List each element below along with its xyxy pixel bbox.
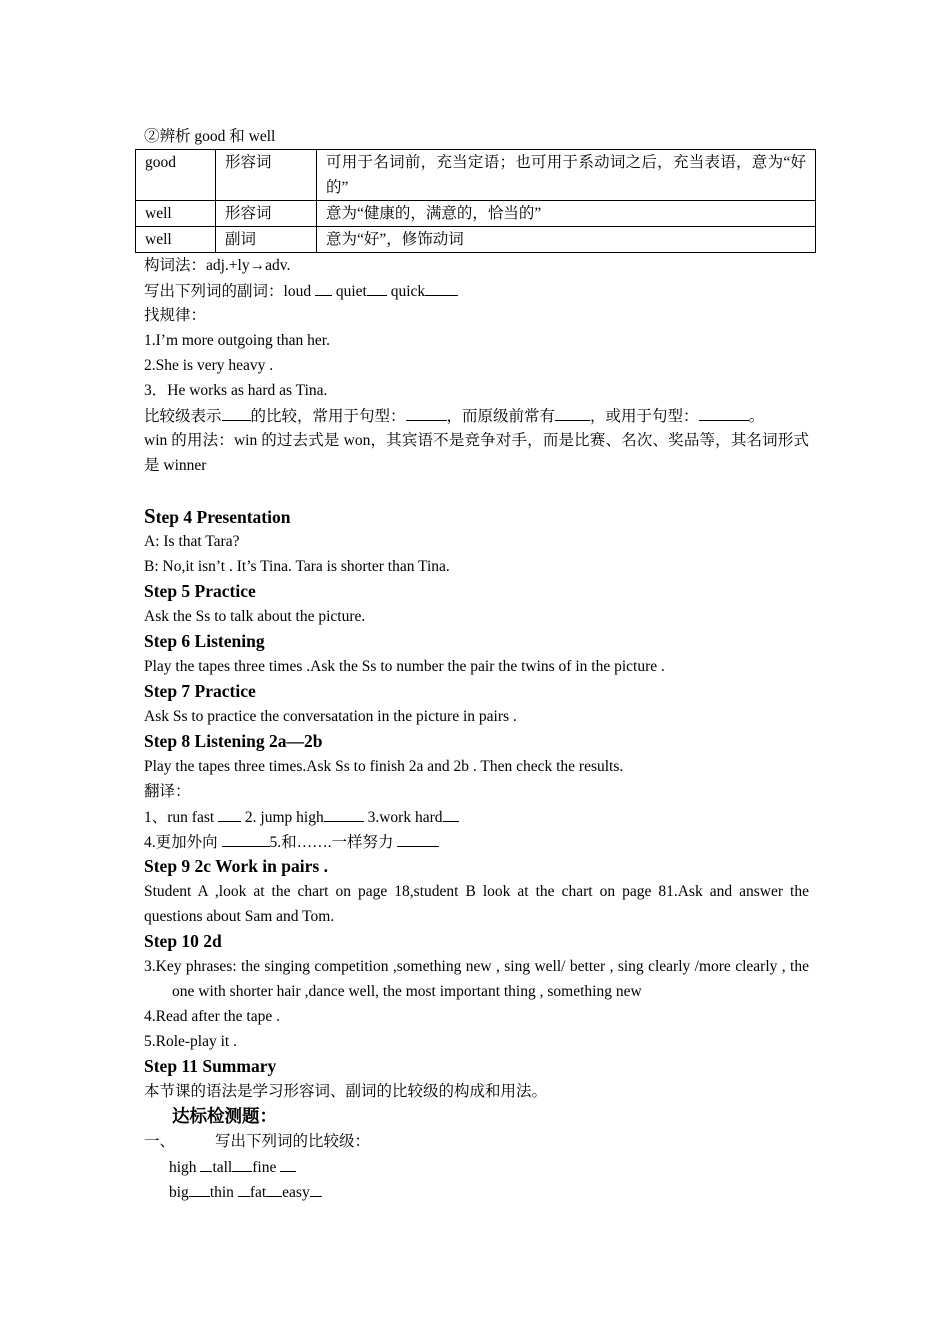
table-row xyxy=(136,227,816,253)
table-cell-meaning: 意为“健康的，满意的，恰当的” xyxy=(317,201,816,227)
comparative-word: easy xyxy=(282,1184,310,1201)
step5-heading: Step 5 Practice xyxy=(144,581,256,601)
translate-item: 5.和…….一样努力 xyxy=(269,834,398,851)
answer-blank[interactable] xyxy=(425,278,458,296)
answer-blank[interactable] xyxy=(222,829,270,847)
answer-blank[interactable] xyxy=(315,278,332,296)
compare-rule-text: ，而原级前常有 xyxy=(446,408,556,425)
answer-blank[interactable] xyxy=(699,403,749,421)
answer-blank[interactable] xyxy=(280,1154,296,1172)
compare-rule-text: ，或用于句型： xyxy=(590,408,699,425)
adverb-word: quiet xyxy=(335,283,367,300)
good-well-table xyxy=(135,149,816,253)
step7-heading: Step 7 Practice xyxy=(144,681,256,701)
step11-body: 本节课的语法是学习形容词、副词的比较级的构成和用法。 xyxy=(144,1083,548,1100)
step7-body: Ask Ss to practice the conversatation in the picture in pairs . xyxy=(144,708,517,725)
step5-body: Ask the Ss to talk about the picture. xyxy=(144,608,366,625)
comparative-word: fat xyxy=(249,1184,267,1201)
table-row xyxy=(136,150,816,201)
distinguish-title: ②辨析 good 和 well xyxy=(144,128,276,145)
example-sentence: 3．He works as hard as Tina. xyxy=(144,382,328,399)
translate-item: 4.更加外向 xyxy=(144,834,222,851)
table-cell-pos: 形容词 xyxy=(216,201,317,227)
comparative-word: tall xyxy=(212,1159,233,1176)
step9-heading: Step 9 2c Work in pairs . xyxy=(144,856,328,876)
translate-item: 2. jump high xyxy=(241,809,324,826)
translate-label: 翻译： xyxy=(144,783,191,800)
table-cell-meaning: 可用于名词前，充当定语；也可用于系动词之后，充当表语，意为“好的” xyxy=(317,150,816,201)
table-cell-pos: 形容词 xyxy=(216,150,317,201)
answer-blank[interactable] xyxy=(222,403,251,421)
step6-heading: Step 6 Listening xyxy=(144,631,265,651)
example-sentence: 1.I’m more outgoing than her. xyxy=(144,332,330,349)
translate-item: 1、run fast xyxy=(144,809,219,826)
word-formation: 构词法：adj.+ly→adv. xyxy=(144,257,291,274)
compare-rule-text: 。 xyxy=(748,408,765,425)
step10-item: 3.Key phrases: the singing competition ,something new , sing well/ better , sing clearly /more clearly , the one with shorter hair ,dance well, the most important thing , something new xyxy=(144,958,809,1000)
question-text: 写出下列词的比较级： xyxy=(215,1133,371,1150)
step8-body: Play the tapes three times.Ask Ss to finish 2a and 2b . Then check the results. xyxy=(144,758,624,775)
dialogue-line: B: No,it isn’t . It’s Tina. Tara is shorter than Tina. xyxy=(144,558,450,575)
dialogue-line: A: Is that Tara? xyxy=(144,533,240,550)
step10-heading: Step 10 2d xyxy=(144,931,222,951)
answer-blank[interactable] xyxy=(232,1154,252,1172)
table-cell-pos: 副词 xyxy=(216,227,317,253)
document-content xyxy=(144,124,809,1204)
table-cell-word: good xyxy=(136,150,216,201)
adverb-task-prefix: 写出下列词的副词： xyxy=(144,283,284,300)
step8-heading: Step 8 Listening 2a—2b xyxy=(144,731,323,751)
table-row xyxy=(136,201,816,227)
answer-blank[interactable] xyxy=(367,278,387,296)
step9-body: Student A ,look at the chart on page 18,student B look at the chart on page 81.Ask and answer the questions about Sam and Tom. xyxy=(144,883,809,925)
compare-rule-text: 比较级表示 xyxy=(144,408,222,425)
win-usage: win 的用法：win 的过去式是 won，其宾语不是竞争对手，而是比赛、名次、奖品等，其名词形式是 winner xyxy=(144,432,809,474)
translate-item: 3.work hard xyxy=(363,809,443,826)
translate-row xyxy=(144,829,809,854)
answer-blank[interactable] xyxy=(406,403,447,421)
answer-blank[interactable] xyxy=(443,804,459,822)
answer-blank[interactable] xyxy=(189,1179,210,1197)
translate-row xyxy=(144,804,809,829)
question-number: 一、 xyxy=(144,1133,176,1150)
answer-blank[interactable] xyxy=(555,403,590,421)
find-rule-label: 找规律： xyxy=(144,307,207,324)
step6-body: Play the tapes three times .Ask the Ss to number the pair the twins of in the picture . xyxy=(144,658,665,675)
answer-blank[interactable] xyxy=(200,1154,212,1172)
step10-item: 4.Read after the tape . xyxy=(144,1008,280,1025)
compare-rule-text: 的比较，常用于句型： xyxy=(250,408,406,425)
table-cell-word: well xyxy=(136,227,216,253)
adverb-task xyxy=(144,278,809,303)
example-sentence: 2.She is very heavy . xyxy=(144,357,274,374)
compare-rule xyxy=(144,403,809,428)
comparative-word: thin xyxy=(209,1184,238,1201)
answer-blank[interactable] xyxy=(238,1179,250,1197)
step11-heading: Step 11 Summary xyxy=(144,1056,277,1076)
step4-heading-text: tep 4 Presentation xyxy=(155,507,291,527)
adverb-word: loud xyxy=(283,283,312,300)
answer-blank[interactable] xyxy=(218,804,241,822)
step4-heading-initial: S xyxy=(144,504,156,528)
step10-item: 5.Role-play it . xyxy=(144,1033,237,1050)
comparative-row xyxy=(144,1154,809,1179)
table-cell-meaning: 意为“好”，修饰动词 xyxy=(317,227,816,253)
answer-blank[interactable] xyxy=(266,1179,282,1197)
comparative-word: fine xyxy=(252,1159,281,1176)
answer-blank[interactable] xyxy=(397,829,439,847)
adverb-word: quick xyxy=(390,283,426,300)
answer-blank[interactable] xyxy=(324,804,364,822)
comparative-row xyxy=(144,1179,809,1204)
answer-blank[interactable] xyxy=(310,1179,322,1197)
comparative-word: high xyxy=(169,1159,201,1176)
comparative-word: big xyxy=(169,1184,189,1201)
table-cell-word: well xyxy=(136,201,216,227)
test-title: 达标检测题： xyxy=(172,1106,277,1126)
test-question xyxy=(144,1129,809,1154)
step4-heading xyxy=(144,504,809,529)
